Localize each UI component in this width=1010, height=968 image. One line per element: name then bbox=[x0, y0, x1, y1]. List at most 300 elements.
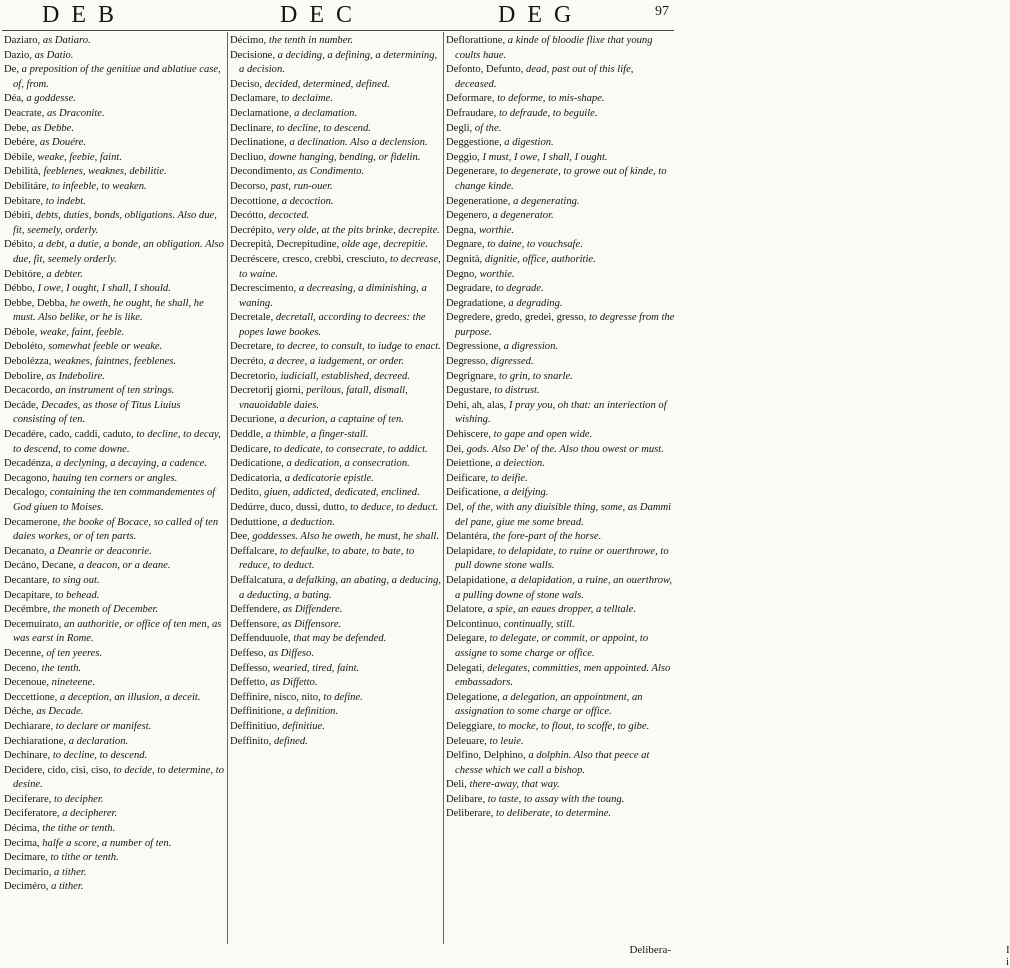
dictionary-entry bbox=[230, 92, 442, 107]
definition: a digestion. bbox=[504, 137, 554, 149]
definition: he oweth, he ought, he shall, he must. Also belike, or he is like. bbox=[13, 297, 204, 324]
headword: Deffensore, bbox=[230, 618, 280, 630]
headword: Debbe, Debba, bbox=[4, 297, 68, 309]
definition: past, run-ouer. bbox=[270, 180, 333, 192]
dictionary-entry bbox=[4, 618, 226, 647]
dictionary-entry bbox=[230, 195, 442, 210]
headword: Déa, bbox=[4, 93, 24, 105]
headword: Decáno, Decane, bbox=[4, 560, 77, 572]
headword: Dedicatoria, bbox=[230, 472, 283, 484]
definition: to delapidate, to ruine or ouerthrowe, to pull downe stone walls. bbox=[455, 545, 669, 572]
headword: Decalogo, bbox=[4, 487, 48, 499]
headword: Deffinito, bbox=[230, 735, 272, 747]
definition: continually, still. bbox=[503, 618, 575, 630]
dictionary-entry bbox=[4, 545, 226, 560]
definition: dead, past out of this life, deceased. bbox=[455, 64, 634, 90]
dictionary-entry bbox=[4, 49, 226, 64]
headword: Delegati, bbox=[446, 662, 485, 674]
headword: Degnare, bbox=[446, 239, 485, 251]
dictionary-entry bbox=[4, 340, 226, 355]
column-divider-1 bbox=[227, 32, 228, 944]
dictionary-entry bbox=[4, 735, 226, 750]
dictionary-entry bbox=[230, 618, 442, 633]
headword: Débbo, bbox=[4, 283, 35, 295]
page-number: 97 bbox=[655, 4, 669, 19]
headword: Decretare, bbox=[230, 341, 274, 353]
headword: Deduttione, bbox=[230, 516, 280, 528]
dictionary-entry bbox=[446, 472, 675, 487]
dictionary-entry bbox=[230, 603, 442, 618]
headword: Decisione, bbox=[230, 49, 276, 61]
dictionary-entry bbox=[230, 136, 442, 151]
dictionary-entry bbox=[4, 355, 226, 370]
dictionary-entry bbox=[230, 720, 442, 735]
dictionary-entry bbox=[446, 457, 675, 472]
definition: giuen, addicted, dedicated, enclined. bbox=[264, 487, 420, 499]
running-head-right: DEG bbox=[498, 2, 584, 28]
headword: Dazio, bbox=[4, 49, 32, 61]
definition: a decree, a iudgement, or order. bbox=[268, 356, 404, 368]
headword: Deffeso, bbox=[230, 647, 266, 659]
dictionary-entry bbox=[230, 530, 442, 545]
running-head-middle: DEC bbox=[280, 2, 364, 28]
dictionary-entry bbox=[446, 720, 675, 735]
headword: Dehiscere, bbox=[446, 429, 491, 441]
definition: the fore-part of the horse. bbox=[492, 531, 602, 543]
headword: Deffetto, bbox=[230, 677, 268, 689]
headword: Degredere, gredo, gredei, gresso, bbox=[446, 312, 587, 324]
headword: Debolire, bbox=[4, 370, 44, 382]
dictionary-entry bbox=[4, 428, 226, 457]
definition: of the. bbox=[474, 122, 502, 134]
definition: to declaime. bbox=[281, 93, 333, 105]
definition: very olde, at the pits brinke, decrepite. bbox=[277, 224, 440, 236]
definition: a dolphin. Also that peece at chesse which we call a bishop. bbox=[455, 750, 650, 776]
dictionary-entry bbox=[4, 136, 226, 151]
dictionary-entry bbox=[230, 574, 442, 603]
headword: Deli, bbox=[446, 779, 467, 791]
headword: Deliberare, bbox=[446, 808, 494, 820]
dictionary-entry bbox=[446, 545, 675, 574]
dictionary-entry bbox=[446, 735, 675, 750]
headword: Debitare, bbox=[4, 195, 44, 207]
definition: as Debbe. bbox=[31, 122, 75, 134]
definition: to deduce, to deduct. bbox=[350, 502, 439, 513]
definition: a delegation, an appointment, an assignation to some charge or office. bbox=[455, 691, 643, 718]
dictionary-entry bbox=[230, 107, 442, 122]
dictionary-entry bbox=[4, 165, 226, 180]
headword: Decrépito, bbox=[230, 224, 275, 236]
dictionary-entry bbox=[4, 195, 226, 210]
definition: to decline, to descend. bbox=[276, 122, 371, 134]
headword: Decréto, bbox=[230, 356, 267, 368]
headword: Delibare, bbox=[446, 793, 486, 805]
definition: worthie. bbox=[478, 224, 514, 236]
definition: halfe a score, a number of ten. bbox=[42, 837, 172, 849]
definition: a deifying. bbox=[503, 487, 549, 499]
headword: Débito, bbox=[4, 239, 36, 251]
definition: to deliberate, to determine. bbox=[496, 808, 612, 820]
header-rule bbox=[2, 30, 674, 31]
headword: Décima, bbox=[4, 823, 40, 835]
headword: Deffalcare, bbox=[230, 545, 278, 557]
dictionary-entry bbox=[446, 632, 675, 661]
definition: Decades, as those of Titus Liuius consisting of ten. bbox=[13, 399, 181, 426]
headword: Deleggiare, bbox=[446, 720, 496, 732]
dictionary-entry bbox=[230, 735, 442, 750]
definition: of the, with any diuisible thing, some, as Dammi del pane, giue me some bread. bbox=[455, 502, 672, 528]
dictionary-entry bbox=[446, 384, 675, 399]
dictionary-entry bbox=[446, 122, 675, 137]
dictionary-entry bbox=[4, 880, 226, 895]
definition: to sing out. bbox=[52, 574, 100, 586]
definition: as Indebolire. bbox=[46, 370, 105, 382]
dictionary-entry bbox=[4, 793, 226, 808]
dictionary-entry bbox=[230, 253, 442, 282]
dictionary-entry bbox=[230, 151, 442, 166]
headword: Dedito, bbox=[230, 487, 262, 499]
headword: Delapidatione, bbox=[446, 574, 509, 586]
dictionary-entry bbox=[4, 559, 226, 574]
definition: the booke of Bocace, so called of ten daies workes, or of ten parts. bbox=[13, 516, 219, 543]
definition: a preposition of the genitiue and ablatiue case, of, from. bbox=[13, 64, 221, 90]
dictionary-entry bbox=[230, 370, 442, 385]
headword: Deffinire, nisco, nito, bbox=[230, 691, 321, 703]
definition: as Douére. bbox=[39, 137, 86, 149]
headword: Degressione, bbox=[446, 341, 502, 353]
headword: Dechiaratione, bbox=[4, 735, 67, 747]
headword: Débole, bbox=[4, 326, 38, 338]
dictionary-entry bbox=[446, 691, 675, 720]
headword: Delapidare, bbox=[446, 545, 496, 557]
headword: Decimare, bbox=[4, 852, 48, 864]
headword: Daziaro, bbox=[4, 35, 41, 46]
dictionary-entry bbox=[4, 603, 226, 618]
definition: nineteene. bbox=[51, 677, 95, 689]
definition: a debt, a dutie, a bonde, an obligation. Also due, fit, seemely orderly. bbox=[13, 239, 224, 265]
dictionary-entry bbox=[230, 180, 442, 195]
headword: Decanato, bbox=[4, 545, 47, 557]
column-2 bbox=[230, 34, 442, 749]
dictionary-entry bbox=[4, 589, 226, 604]
headword: Degradatione, bbox=[446, 297, 506, 309]
dictionary-entry bbox=[4, 822, 226, 837]
definition: downe hanging, bending, or fidelin. bbox=[268, 151, 421, 163]
headword: Deffinitione, bbox=[230, 706, 285, 718]
definition: as Diffendere. bbox=[282, 604, 343, 616]
definition: a thimble, a finger-stall. bbox=[265, 429, 369, 441]
headword: Decliuo, bbox=[230, 151, 267, 163]
headword: Decenoue, bbox=[4, 677, 49, 689]
headword: Debe, bbox=[4, 122, 29, 134]
dictionary-entry bbox=[4, 486, 226, 515]
headword: Décimo, bbox=[230, 35, 267, 46]
dictionary-entry bbox=[446, 370, 675, 385]
definition: a decreasing, a diminishing, a waning. bbox=[239, 283, 427, 309]
dictionary-entry bbox=[230, 49, 442, 78]
dictionary-entry bbox=[230, 516, 442, 531]
dictionary-entry bbox=[230, 355, 442, 370]
definition: somewhat feeble or weake. bbox=[48, 341, 163, 353]
column-1 bbox=[4, 34, 226, 895]
dictionary-entry bbox=[4, 268, 226, 283]
headword: Degrignare, bbox=[446, 370, 497, 382]
definition: debts, duties, bonds, obligations. Also due, fit, seemely, orderly. bbox=[13, 210, 217, 236]
dictionary-entry bbox=[230, 282, 442, 311]
headword: Deciso, bbox=[230, 78, 263, 90]
headword: Deboléto, bbox=[4, 341, 46, 353]
headword: Debilitáre, bbox=[4, 180, 50, 192]
headword: Dechinare, bbox=[4, 750, 51, 762]
definition: weake, faint, feeble. bbox=[39, 326, 125, 338]
definition: iudiciall, established, decreed. bbox=[280, 370, 410, 382]
headword: Declamare, bbox=[230, 93, 279, 105]
headword: Decottione, bbox=[230, 195, 280, 207]
definition: to grin, to snarle. bbox=[498, 370, 573, 382]
headword: Decondimento, bbox=[230, 166, 296, 178]
definition: a declination. Also a declension. bbox=[289, 137, 428, 149]
headword: Decréscere, cresco, crebbi, cresciuto, bbox=[230, 253, 388, 265]
definition: to distrust. bbox=[494, 385, 540, 397]
definition: a dedicatorie epistle. bbox=[284, 472, 374, 484]
definition: worthie. bbox=[479, 268, 515, 280]
definition: a declaration. bbox=[68, 735, 129, 747]
dictionary-entry bbox=[230, 122, 442, 137]
definition: to leuie. bbox=[489, 735, 524, 747]
headword: Debére, bbox=[4, 137, 38, 149]
dictionary-entry bbox=[446, 224, 675, 239]
definition: decided, determined, defined. bbox=[264, 78, 390, 90]
headword: Delatore, bbox=[446, 604, 486, 616]
definition: a tither. bbox=[51, 881, 84, 893]
dictionary-entry bbox=[230, 238, 442, 253]
definition: as Diffensore. bbox=[282, 618, 342, 630]
dictionary-entry bbox=[230, 545, 442, 574]
headword: Decamerone, bbox=[4, 516, 61, 528]
definition: to define. bbox=[323, 691, 363, 703]
dictionary-entry bbox=[446, 355, 675, 370]
dictionary-entry bbox=[4, 647, 226, 662]
definition: hauing ten corners or angles. bbox=[52, 472, 178, 484]
headword: Débile, bbox=[4, 151, 35, 163]
definition: to defaulke, to abate, to bate, to reduce, to deduct. bbox=[239, 545, 415, 572]
definition: to degresse from the purpose. bbox=[455, 312, 675, 338]
definition: as Diffeso. bbox=[268, 647, 314, 659]
running-head-left: DEB bbox=[42, 2, 126, 28]
definition: to decline, to descend. bbox=[52, 750, 148, 762]
definition: to deifie. bbox=[490, 472, 528, 484]
definition: digressed. bbox=[490, 356, 534, 368]
headword: Dechiarare, bbox=[4, 720, 54, 732]
dictionary-entry bbox=[446, 662, 675, 691]
definition: a deduction. bbox=[282, 516, 335, 528]
headword: Decadére, cado, caddi, caduto, bbox=[4, 429, 134, 441]
definition: a debter. bbox=[46, 268, 83, 280]
headword: Deciferare, bbox=[4, 793, 52, 805]
headword: Decretorio, bbox=[230, 370, 278, 382]
definition: a dedication, a consecration. bbox=[286, 458, 410, 470]
dictionary-entry bbox=[4, 749, 226, 764]
headword: Deificare, bbox=[446, 472, 489, 484]
definition: goddesses. Also he oweth, he must, he shall. bbox=[252, 531, 440, 543]
headword: Deacrate, bbox=[4, 107, 45, 119]
definition: dignitie, office, authoritie. bbox=[484, 253, 596, 265]
dictionary-entry bbox=[4, 574, 226, 589]
headword: Decrepità, Decrepitudine, bbox=[230, 239, 340, 251]
headword: Decidere, cido, cisi, ciso, bbox=[4, 764, 111, 776]
definition: to dedicate, to consecrate, to addict. bbox=[273, 443, 428, 455]
definition: to deforme, to mis-shape. bbox=[497, 93, 605, 105]
dictionary-entry bbox=[446, 749, 675, 778]
dictionary-entry bbox=[230, 209, 442, 224]
dictionary-entry bbox=[230, 340, 442, 355]
headword: Deciméro, bbox=[4, 881, 49, 893]
dictionary-entry bbox=[446, 107, 675, 122]
headword: Deificatione, bbox=[446, 487, 502, 499]
definition: as Condimento. bbox=[297, 166, 365, 178]
definition: a kinde of bloodie flixe that young coults haue. bbox=[455, 35, 653, 61]
definition: gods. Also De' of the. Also thou owest or must. bbox=[466, 443, 664, 455]
dictionary-entry bbox=[4, 92, 226, 107]
headword: Decantare, bbox=[4, 574, 50, 586]
definition: definitiue. bbox=[282, 720, 325, 732]
headword: Degnità, bbox=[446, 253, 483, 265]
dictionary-entry bbox=[230, 472, 442, 487]
definition: I owe, I ought, I shall, I should. bbox=[37, 283, 171, 295]
definition: to infeeble, to weaken. bbox=[51, 180, 147, 192]
headword: Déche, bbox=[4, 706, 34, 718]
headword: Declinare, bbox=[230, 122, 274, 134]
dictionary-entry bbox=[4, 472, 226, 487]
definition: a goddesse. bbox=[26, 93, 76, 105]
dictionary-entry bbox=[4, 866, 226, 881]
headword: Decrescimento, bbox=[230, 283, 297, 295]
dictionary-entry bbox=[230, 311, 442, 340]
dictionary-entry bbox=[4, 691, 226, 706]
dictionary-entry bbox=[4, 764, 226, 793]
dictionary-entry bbox=[4, 151, 226, 166]
definition: a declamation. bbox=[294, 107, 358, 119]
dictionary-entry bbox=[4, 720, 226, 735]
dictionary-entry bbox=[446, 618, 675, 633]
headword: Debitóre, bbox=[4, 268, 44, 280]
dictionary-entry bbox=[446, 151, 675, 166]
headword: Degenerare, bbox=[446, 166, 498, 178]
dictionary-entry bbox=[230, 78, 442, 93]
dictionary-entry bbox=[230, 486, 442, 501]
definition: to degrade. bbox=[495, 283, 544, 295]
headword: Decémbre, bbox=[4, 604, 51, 616]
dictionary-entry bbox=[230, 647, 442, 662]
dictionary-entry bbox=[230, 501, 442, 516]
dictionary-entry bbox=[4, 238, 226, 267]
dictionary-entry bbox=[230, 165, 442, 180]
dictionary-entry bbox=[4, 180, 226, 195]
definition: a deciding, a defining, a determining, a decision. bbox=[239, 49, 438, 76]
dictionary-entry bbox=[230, 676, 442, 691]
headword: Degustare, bbox=[446, 385, 492, 397]
headword: Decemuirato, bbox=[4, 618, 62, 630]
definition: to declare or manifest. bbox=[55, 720, 152, 732]
headword: Delegare, bbox=[446, 633, 487, 645]
headword: Deformare, bbox=[446, 93, 495, 105]
dictionary-entry bbox=[230, 34, 442, 49]
definition: olde age, decrepitie. bbox=[341, 239, 428, 251]
definition: a spie, an eaues dropper, a telltale. bbox=[487, 604, 636, 616]
dictionary-entry bbox=[446, 136, 675, 151]
definition: to behead. bbox=[55, 589, 100, 601]
headword: Declinatione, bbox=[230, 137, 287, 149]
definition: decretall, according to decrees: the popes lawe bookes. bbox=[239, 312, 426, 338]
definition: containing the ten commandementes of God giuen to Moises. bbox=[13, 487, 216, 513]
headword: Decacordo, bbox=[4, 385, 53, 397]
dictionary-entry bbox=[446, 793, 675, 808]
dictionary-entry bbox=[230, 224, 442, 239]
definition: an instrument of ten strings. bbox=[55, 385, 175, 397]
definition: to decipher. bbox=[54, 793, 104, 805]
headword: Degenero, bbox=[446, 210, 490, 222]
definition: delegates, committies, men appointed. Also embassadors. bbox=[455, 662, 671, 689]
definition: to decline, to decay, to descend, to come downe. bbox=[13, 429, 221, 455]
definition: an authoritie, or office of ten men, as was earst in Rome. bbox=[13, 618, 222, 645]
definition: a degrading. bbox=[508, 297, 563, 309]
dictionary-entry bbox=[4, 370, 226, 385]
definition: as Decade. bbox=[36, 706, 84, 718]
definition: a deception, an illusion, a deceit. bbox=[59, 691, 201, 703]
dictionary-entry bbox=[4, 34, 226, 49]
dictionary-entry bbox=[230, 691, 442, 706]
dictionary-entry bbox=[446, 399, 675, 428]
signature-mark: I i bbox=[1006, 944, 1010, 968]
definition: to indebt. bbox=[45, 195, 86, 207]
definition: to delegate, or commit, or appoint, to assigne to some charge or office. bbox=[455, 633, 649, 659]
headword: Degli, bbox=[446, 122, 473, 134]
headword: Deiettione, bbox=[446, 458, 493, 470]
definition: I must, I owe, I shall, I ought. bbox=[482, 151, 608, 163]
dictionary-entry bbox=[4, 282, 226, 297]
definition: a decipherer. bbox=[62, 808, 118, 820]
headword: Deffenduuole, bbox=[230, 633, 291, 645]
dictionary-entry bbox=[446, 238, 675, 253]
headword: Degeneratione, bbox=[446, 195, 511, 207]
headword: Decima, bbox=[4, 837, 40, 849]
definition: feeblenes, weaknes, debilitie. bbox=[43, 166, 167, 178]
headword: Deccettione, bbox=[4, 691, 58, 703]
definition: wearied, tired, faint. bbox=[272, 662, 360, 674]
headword: Decapitare, bbox=[4, 589, 53, 601]
definition: perilous, fatall, dismall, vnauoidable daies. bbox=[239, 385, 408, 411]
dictionary-entry bbox=[4, 326, 226, 341]
dictionary-entry bbox=[446, 297, 675, 312]
definition: a deacon, or a deane. bbox=[78, 560, 171, 572]
headword: Degna, bbox=[446, 224, 477, 236]
definition: a decurion, a captaine of ten. bbox=[279, 414, 404, 426]
headword: Del, bbox=[446, 502, 464, 513]
definition: weake, feebie, faint. bbox=[37, 151, 122, 163]
headword: Delcontinuo, bbox=[446, 618, 502, 630]
dictionary-entry bbox=[446, 486, 675, 501]
dictionary-entry bbox=[446, 92, 675, 107]
dictionary-entry bbox=[446, 428, 675, 443]
definition: a tither. bbox=[54, 866, 87, 878]
dictionary-entry bbox=[446, 268, 675, 283]
headword: Deciferatore, bbox=[4, 808, 60, 820]
definition: the moneth of December. bbox=[52, 604, 159, 616]
definition: a defalking, an abating, a deducing, a deducting, a bating. bbox=[239, 574, 442, 601]
headword: Dedicare, bbox=[230, 443, 271, 455]
definition: the tenth. bbox=[41, 662, 82, 674]
headword: Deffesso, bbox=[230, 662, 271, 674]
